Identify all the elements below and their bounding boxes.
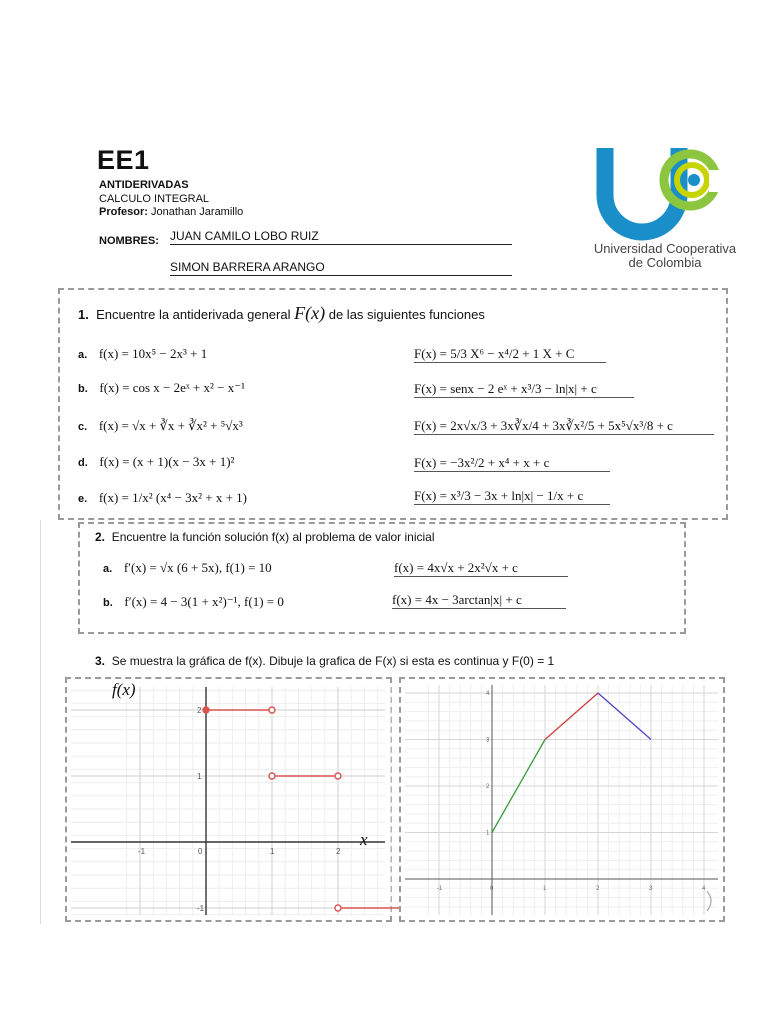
F-graph <box>401 679 723 920</box>
q1-item-function: f(x) = 10x⁵ − 2x³ + 1 <box>98 346 208 361</box>
q1-item-function: f(x) = √x + ∛x + ∛x² + ⁵√x³ <box>98 418 243 433</box>
course: CALCULO INTEGRAL <box>99 193 210 205</box>
q1-item-function: f(x) = (x + 1)(x − 3x + 1)² <box>99 454 235 469</box>
f-graph-panel <box>65 677 392 922</box>
open-endpoint <box>335 773 341 779</box>
margin-line <box>40 520 41 924</box>
names-label: NOMBRES: <box>99 235 159 247</box>
q1-item-letter: c. <box>78 421 88 433</box>
q2-answer-a: f(x) = 4x√x + 2x²√x + c <box>394 560 568 577</box>
q2-item-function: f′(x) = 4 − 3(1 + x²)⁻¹, f(1) = 0 <box>124 594 284 609</box>
y-tick-label: 1 <box>197 772 202 781</box>
question-3-title <box>95 654 554 668</box>
y-tick-label: 4 <box>486 691 490 697</box>
question-3-prompt: Se muestra la gráfica de f(x). Dibuje la grafica de F(x) si esta es continua y F(0) = 1 <box>111 654 555 668</box>
university-name-line2: de Colombia <box>628 255 702 270</box>
university-logo <box>595 140 725 240</box>
q1-answer-b: F(x) = senx − 2 eˣ + x³/3 − ln|x| + c <box>414 381 634 398</box>
question-1-number: 1. <box>78 307 89 322</box>
F-line-segment <box>545 693 598 740</box>
q1-item-b <box>78 380 245 396</box>
f-graph-x-axis-title: x <box>360 830 368 849</box>
x-tick-label: 0 <box>490 886 494 892</box>
x-tick-label: 1 <box>543 886 547 892</box>
professor-line <box>99 206 243 219</box>
q1-item-function: f(x) = cos x − 2eˣ + x² − x⁻¹ <box>99 380 245 395</box>
q2-item-b <box>103 594 284 610</box>
y-tick-label: 3 <box>486 737 490 744</box>
q2-item-letter: a. <box>103 563 113 575</box>
q1-item-d <box>78 454 234 470</box>
x-tick-label: 3 <box>649 886 653 892</box>
corner-curl <box>707 891 711 911</box>
x-tick-label: 4 <box>702 886 706 892</box>
open-endpoint <box>335 905 341 911</box>
q1-item-e <box>78 490 247 506</box>
x-tick-label: -1 <box>138 847 146 856</box>
q1-item-c <box>78 418 243 434</box>
question-1-prompt: Encuentre la antiderivada general <box>96 307 291 322</box>
q1-item-function: f(x) = 1/x² (x⁴ − 3x² + x + 1) <box>98 490 247 505</box>
document-code: EE1 <box>97 145 150 175</box>
x-tick-label: 2 <box>596 886 600 892</box>
x-tick-label: 2 <box>336 847 341 856</box>
university-name <box>585 242 745 270</box>
q2-item-a <box>103 560 272 576</box>
q1-item-letter: d. <box>78 457 88 469</box>
student-name-1: JUAN CAMILO LOBO RUIZ <box>170 229 512 245</box>
q1-item-letter: e. <box>78 493 88 505</box>
professor-name: Jonathan Jaramillo <box>150 206 244 218</box>
F-graph-panel <box>399 677 725 922</box>
x-tick-label: 1 <box>270 847 275 856</box>
q2-item-letter: b. <box>103 597 113 609</box>
f-graph-y-axis-title: f(x) <box>112 680 136 699</box>
q1-answer-d: F(x) = −3x²/2 + x⁴ + x + c <box>414 455 610 472</box>
question-2-prompt: Encuentre la función solución f(x) al problema de valor inicial <box>111 530 435 544</box>
q1-item-a <box>78 346 207 362</box>
subject: ANTIDERIVADAS <box>99 179 189 191</box>
open-endpoint <box>269 773 275 779</box>
question-1-symbol: F(x) <box>294 303 326 323</box>
q2-item-function: f′(x) = √x (6 + 5x), f(1) = 10 <box>123 560 272 575</box>
student-name-2: SIMON BARRERA ARANGO <box>170 260 512 276</box>
question-2-title <box>95 530 435 544</box>
question-1-prompt-tail: de las siguientes funciones <box>328 307 485 322</box>
y-tick-label: 1 <box>486 830 490 837</box>
open-endpoint <box>269 707 275 713</box>
question-2-number: 2. <box>95 530 106 544</box>
F-line-segment <box>598 693 651 740</box>
q1-item-letter: a. <box>78 349 88 361</box>
q1-answer-a: F(x) = 5/3 X⁶ − x⁴/2 + 1 X + C <box>414 346 606 363</box>
question-1-title <box>78 303 485 324</box>
q1-answer-e: F(x) = x³/3 − 3x + ln|x| − 1/x + c <box>414 488 610 505</box>
q1-item-letter: b. <box>78 383 88 395</box>
x-tick-label: -1 <box>437 886 443 892</box>
y-tick-label: 2 <box>486 784 490 790</box>
q1-answer-c: F(x) = 2x√x/3 + 3x∛x/4 + 3x∛x²/5 + 5x⁵√x³/8 + c <box>414 418 714 435</box>
closed-endpoint <box>203 707 209 713</box>
question-3-number: 3. <box>95 654 106 668</box>
f-graph <box>67 679 390 920</box>
university-name-line1: Universidad Cooperativa <box>593 241 737 256</box>
y-tick-label: -1 <box>197 904 205 913</box>
y-tick-label: 2 <box>197 706 202 715</box>
x-tick-label: 0 <box>198 847 203 856</box>
q2-answer-b: f(x) = 4x − 3arctan|x| + c <box>392 592 566 609</box>
professor-label: Profesor: <box>99 206 148 218</box>
